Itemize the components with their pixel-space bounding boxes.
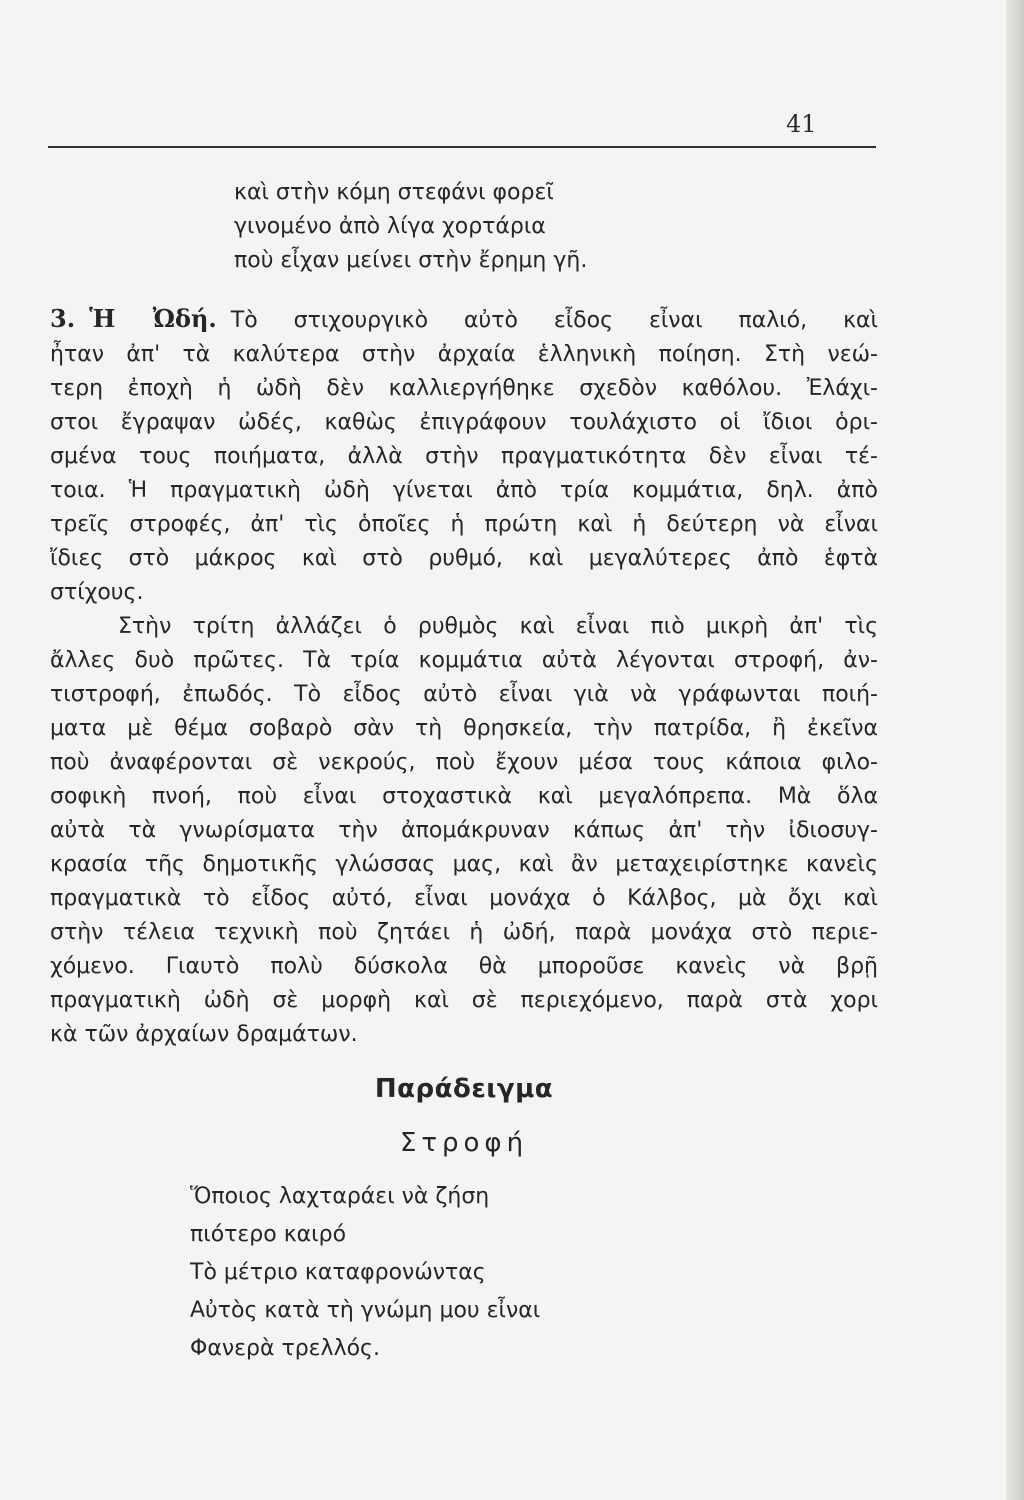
paragraph-line: σοφικὴ πνοή, ποὺ εἶναι στοχαστικὰ καὶ μεγαλόπρεπα. Μὰ ὅλα [50,784,878,809]
section-body [50,302,878,1052]
example-heading: Παράδειγμα [374,1074,554,1104]
paragraph-line: τερη ἐποχὴ ἡ ὠδὴ δὲν καλλιεργήθηκε σχεδὸν καθόλου. Ἐλάχι- [50,376,878,401]
paragraph-line: στίχους. [50,580,144,605]
paragraph-line: ποὺ ἀναφέρονται σὲ νεκρούς, ποὺ ἔχουν μέσα τους κάποια φιλο- [50,750,878,775]
paragraph-line: ἦταν ἀπ' τὰ καλύτερα στὴν ἀρχαία ἑλληνικὴ ποίηση. Στὴ νεώ- [50,342,878,367]
verse-line: γινομένο ἀπὸ λίγα χορτάρια [234,214,546,239]
paragraph-line: κρασία τῆς δημοτικῆς γλώσσας μας, καὶ ἂν μεταχειρίστηκε κανεὶς [50,852,878,877]
paragraph-line [50,302,878,338]
poem-line: πιότερο καιρό [190,1222,347,1247]
paragraph-line: στὴν τέλεια τεχνικὴ ποὺ ζητάει ἡ ὠδή, παρὰ μονάχα στὸ περιε- [50,920,878,945]
paragraph-line: τοια. Ἡ πραγματικὴ ὠδὴ γίνεται ἀπὸ τρία κομμάτια, δηλ. ἀπὸ [50,478,878,503]
paragraph-line: τρεῖς στροφές, ἀπ' τὶς ὁποῖες ἡ πρώτη καὶ ἡ δεύτερη νὰ εἶναι [50,512,878,537]
page-number: 41 [786,110,817,138]
poem-line: Αὐτὸς κατὰ τὴ γνώμη μου εἶναι [190,1298,541,1323]
verse-line: καὶ στὴν κόμη στεφάνι φορεῖ [234,180,554,205]
paragraph-line: αὐτὰ τὰ γνωρίσματα τὴν ἀπομάκρυναν κάπως ἀπ' τὴν ἰδιοσυγ- [50,818,878,843]
poem-line: Ὅποιος λαχταράει νὰ ζήση [190,1184,490,1209]
paragraph-line: χόμενο. Γιαυτὸ πολὺ δύσκολα θὰ μποροῦσε κανεὶς νὰ βρῇ [50,954,878,979]
poem-line: Φανερὰ τρελλός. [190,1336,380,1361]
verse-line: ποὺ εἶχαν μείνει στὴν ἔρημη γῆ. [234,248,588,273]
page-edge-shadow [1006,0,1024,1500]
paragraph-line: στοι ἔγραψαν ὠδές, καθὼς ἐπιγράφουν τουλάχιστο οἱ ἴδιοι ὁρι- [50,410,878,435]
paragraph-line: τιστροφή, ἐπωδός. Τὸ εἶδος αὐτὸ εἶναι γιὰ νὰ γράφωνται ποιή- [50,682,878,707]
section-number: 3. [50,304,76,333]
poem-line: Τὸ μέτριο καταφρονώντας [190,1260,486,1285]
paragraph-line: ἄλλες δυὸ πρῶτες. Τὰ τρία κομμάτια αὐτὰ λέγονται στροφή, ἀν- [50,648,878,673]
paragraph-line: κὰ τῶν ἀρχαίων δραμάτων. [50,1022,358,1047]
paragraph-line: ἴδιες στὸ μάκρος καὶ στὸ ρυθμό, καὶ μεγαλύτερες ἀπὸ ἑφτὰ [50,546,878,571]
header-rule [48,146,876,148]
paragraph-line: πραγματικὴ ὠδὴ σὲ μορφὴ καὶ σὲ περιεχόμενο, παρὰ στὰ χορι [50,988,878,1013]
opening-verse [234,176,587,278]
strophe-heading: Στροφή [399,1128,529,1158]
paragraph-line: ματα μὲ θέμα σοβαρὸ σὰν τὴ θρησκεία, τὴν πατρίδα, ἢ ἐκεῖνα [50,716,878,741]
section-title: Ἡ Ὠδή. [89,304,217,333]
paragraph-line: Στὴν τρίτη ἀλλάζει ὁ ρυθμὸς καὶ εἶναι πιὸ μικρὴ ἀπ' τὶς [118,614,878,639]
paragraph-line: σμένα τους ποιήματα, ἀλλὰ στὴν πραγματικότητα δὲν εἶναι τέ- [50,444,878,469]
paragraph-line-text: Τὸ στιχουργικὸ αὐτὸ εἶδος εἶναι παλιό, καὶ [230,308,878,333]
paragraph-line: πραγματικὰ τὸ εἶδος αὐτό, εἶναι μονάχα ὁ Κάλβος, μὰ ὄχι καὶ [50,886,878,911]
example-poem [190,1178,540,1368]
